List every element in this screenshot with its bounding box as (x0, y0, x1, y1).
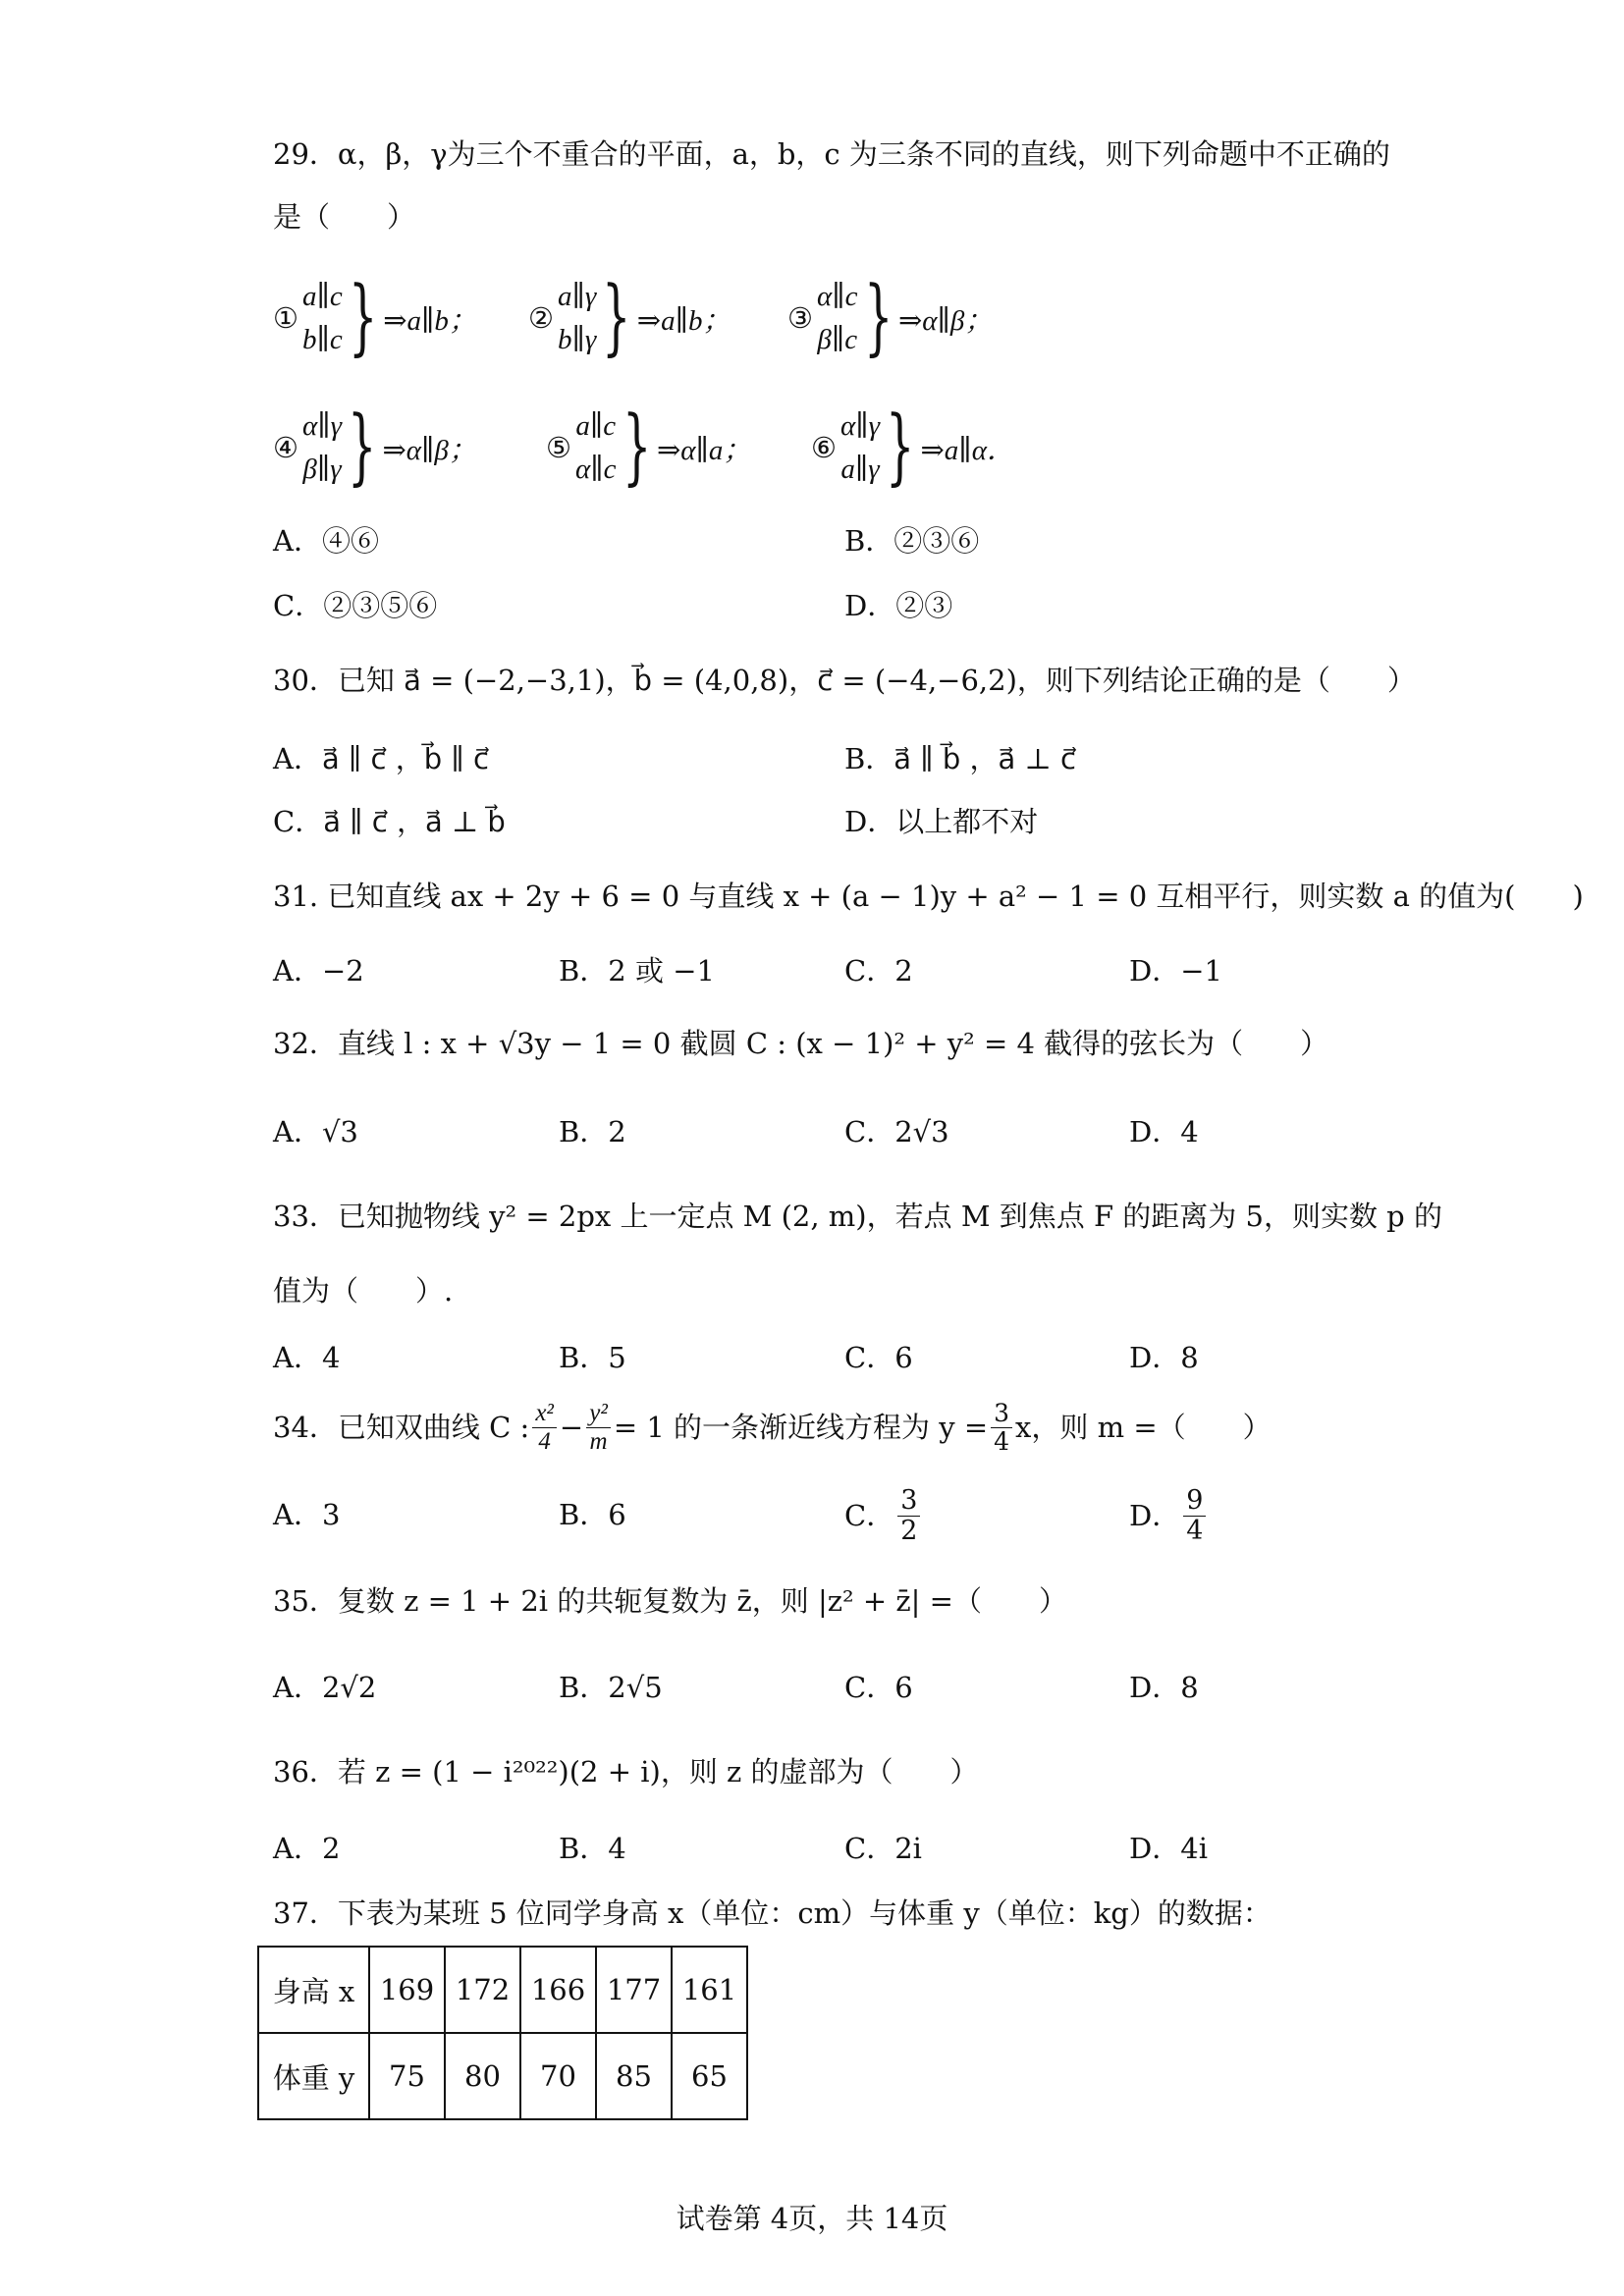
q30-stem: 30．已知 a⃗ = (−2,−3,1)，b⃗ = (4,0,8)，c⃗ = (−4,−6,2)，则下列结论正确的是（ ） (273, 664, 1416, 697)
q29-option-c: C．②③⑤⑥ (273, 589, 438, 622)
q37-stem: 37．下表为某班 5 位同学身高 x（单位：cm）与体重 y（单位：kg）的数据： (273, 1896, 1272, 1930)
q36-option-a: A．2 (273, 1832, 341, 1865)
q31-stem: 31. 已知直线 ax + 2y + 6 = 0 与直线 x + (a − 1)y + a² − 1 = 0 互相平行，则实数 a 的值为( ) (273, 880, 1584, 913)
q30-option-d: D．以上都不对 (844, 805, 1039, 838)
q35-option-a: A．2√2 (273, 1671, 377, 1704)
q29-prop-4: ④ α∥γ β∥γ } ⇒α∥β； (273, 398, 477, 494)
q31-option-b: B．2 或 −1 (559, 954, 715, 988)
q29-prop-2: ② a∥γ b∥γ } ⇒a∥b； (528, 268, 731, 364)
q29-prop-6: ⑥ α∥γ a∥γ } ⇒a∥α． (811, 398, 1015, 494)
table-cell: 177 (596, 1947, 672, 2033)
q34-stem: 34．已知双曲线 C : $\frac{\text{x²}}{4}$ − $\frac{\text{y²}}{m}$ = 1 的一条渐近线方程为 y = $\frac{3}{4}$ x，则 m =（ ） (273, 1399, 1272, 1456)
q29-prop-1: ① a∥c b∥c } ⇒a∥b； (273, 268, 477, 364)
q33-option-b: B．5 (559, 1341, 626, 1374)
table-cell: 166 (520, 1947, 596, 2033)
table-cell: 80 (445, 2033, 520, 2119)
table-cell: 70 (520, 2033, 596, 2119)
table-cell: 65 (672, 2033, 747, 2119)
q35-option-b: B．2√5 (559, 1671, 663, 1704)
q34-option-c: C． $\frac{3}{2}$ (844, 1482, 923, 1549)
q32-option-b: B．2 (559, 1115, 626, 1148)
q30-option-c: C．a⃗ ∥ c⃗ ，a⃗ ⊥ b⃗ (273, 805, 506, 838)
row-header-height: 身高 x (258, 1947, 369, 2033)
table-cell: 85 (596, 2033, 672, 2119)
q36-option-c: C．2i (844, 1832, 922, 1865)
q33-option-c: C．6 (844, 1341, 913, 1374)
q34-option-d: D． $\frac{9}{4}$ (1129, 1482, 1209, 1549)
q30-option-b: B．a⃗ ∥ b⃗ ，a⃗ ⊥ c⃗ (844, 742, 1076, 775)
q32-stem: 32．直线 l : x + √3y − 1 = 0 截圆 C : (x − 1)² + y² = 4 截得的弦长为（ ） (273, 1027, 1329, 1060)
q33-stem-line2: 值为（ ）. (273, 1274, 454, 1308)
q36-stem: 36．若 z = (1 − i²⁰²²)(2 + i)，则 z 的虚部为（ ） (273, 1755, 979, 1789)
q34-option-b: B．6 (559, 1498, 626, 1531)
q29-stem-line2: 是（ ） (273, 200, 416, 234)
table-cell: 75 (369, 2033, 445, 2119)
q29-prop-5: ⑤ a∥c α∥c } ⇒α∥a； (546, 398, 752, 494)
q34-option-a: A．3 (273, 1498, 341, 1531)
q33-stem-line1: 33．已知抛物线 y² = 2px 上一定点 M (2, m)，若点 M 到焦点 F 的距离为 5，则实数 p 的 (273, 1200, 1442, 1233)
q29-option-b: B．②③⑥ (844, 524, 980, 558)
q32-option-d: D．4 (1129, 1115, 1199, 1148)
q32-option-a: A．√3 (273, 1115, 358, 1148)
row-header-weight: 体重 y (258, 2033, 369, 2119)
q36-option-b: B．4 (559, 1832, 626, 1865)
q33-option-a: A．4 (273, 1341, 341, 1374)
q33-option-d: D．8 (1129, 1341, 1199, 1374)
q31-option-a: A．−2 (273, 954, 364, 988)
q29-stem-line1: 29．α，β，γ为三个不重合的平面，a，b，c 为三条不同的直线，则下列命题中不正确的 (273, 137, 1390, 171)
q35-option-c: C．6 (844, 1671, 913, 1704)
q29-prop-3: ③ α∥c β∥c } ⇒α∥β； (787, 268, 994, 364)
q31-option-d: D．−1 (1129, 954, 1223, 988)
page-footer: 试卷第 4页，共 14页 (676, 2202, 948, 2235)
q29-option-a: A．④⑥ (273, 524, 379, 558)
q29-option-d: D．②③ (844, 589, 953, 622)
table-row (258, 2033, 747, 2119)
q31-option-c: C．2 (844, 954, 913, 988)
table-row (258, 1947, 747, 2033)
q35-option-d: D．8 (1129, 1671, 1199, 1704)
q30-option-a: A．a⃗ ∥ c⃗ ，b⃗ ∥ c⃗ (273, 742, 489, 775)
q35-stem: 35．复数 z = 1 + 2i 的共轭复数为 z̄，则 |z² + z̄| =（ ） (273, 1584, 1067, 1618)
height-weight-table (257, 1946, 748, 2120)
table-cell: 172 (445, 1947, 520, 2033)
table-cell: 161 (672, 1947, 747, 2033)
q32-option-c: C．2√3 (844, 1115, 949, 1148)
table-cell: 169 (369, 1947, 445, 2033)
q36-option-d: D．4i (1129, 1832, 1208, 1865)
